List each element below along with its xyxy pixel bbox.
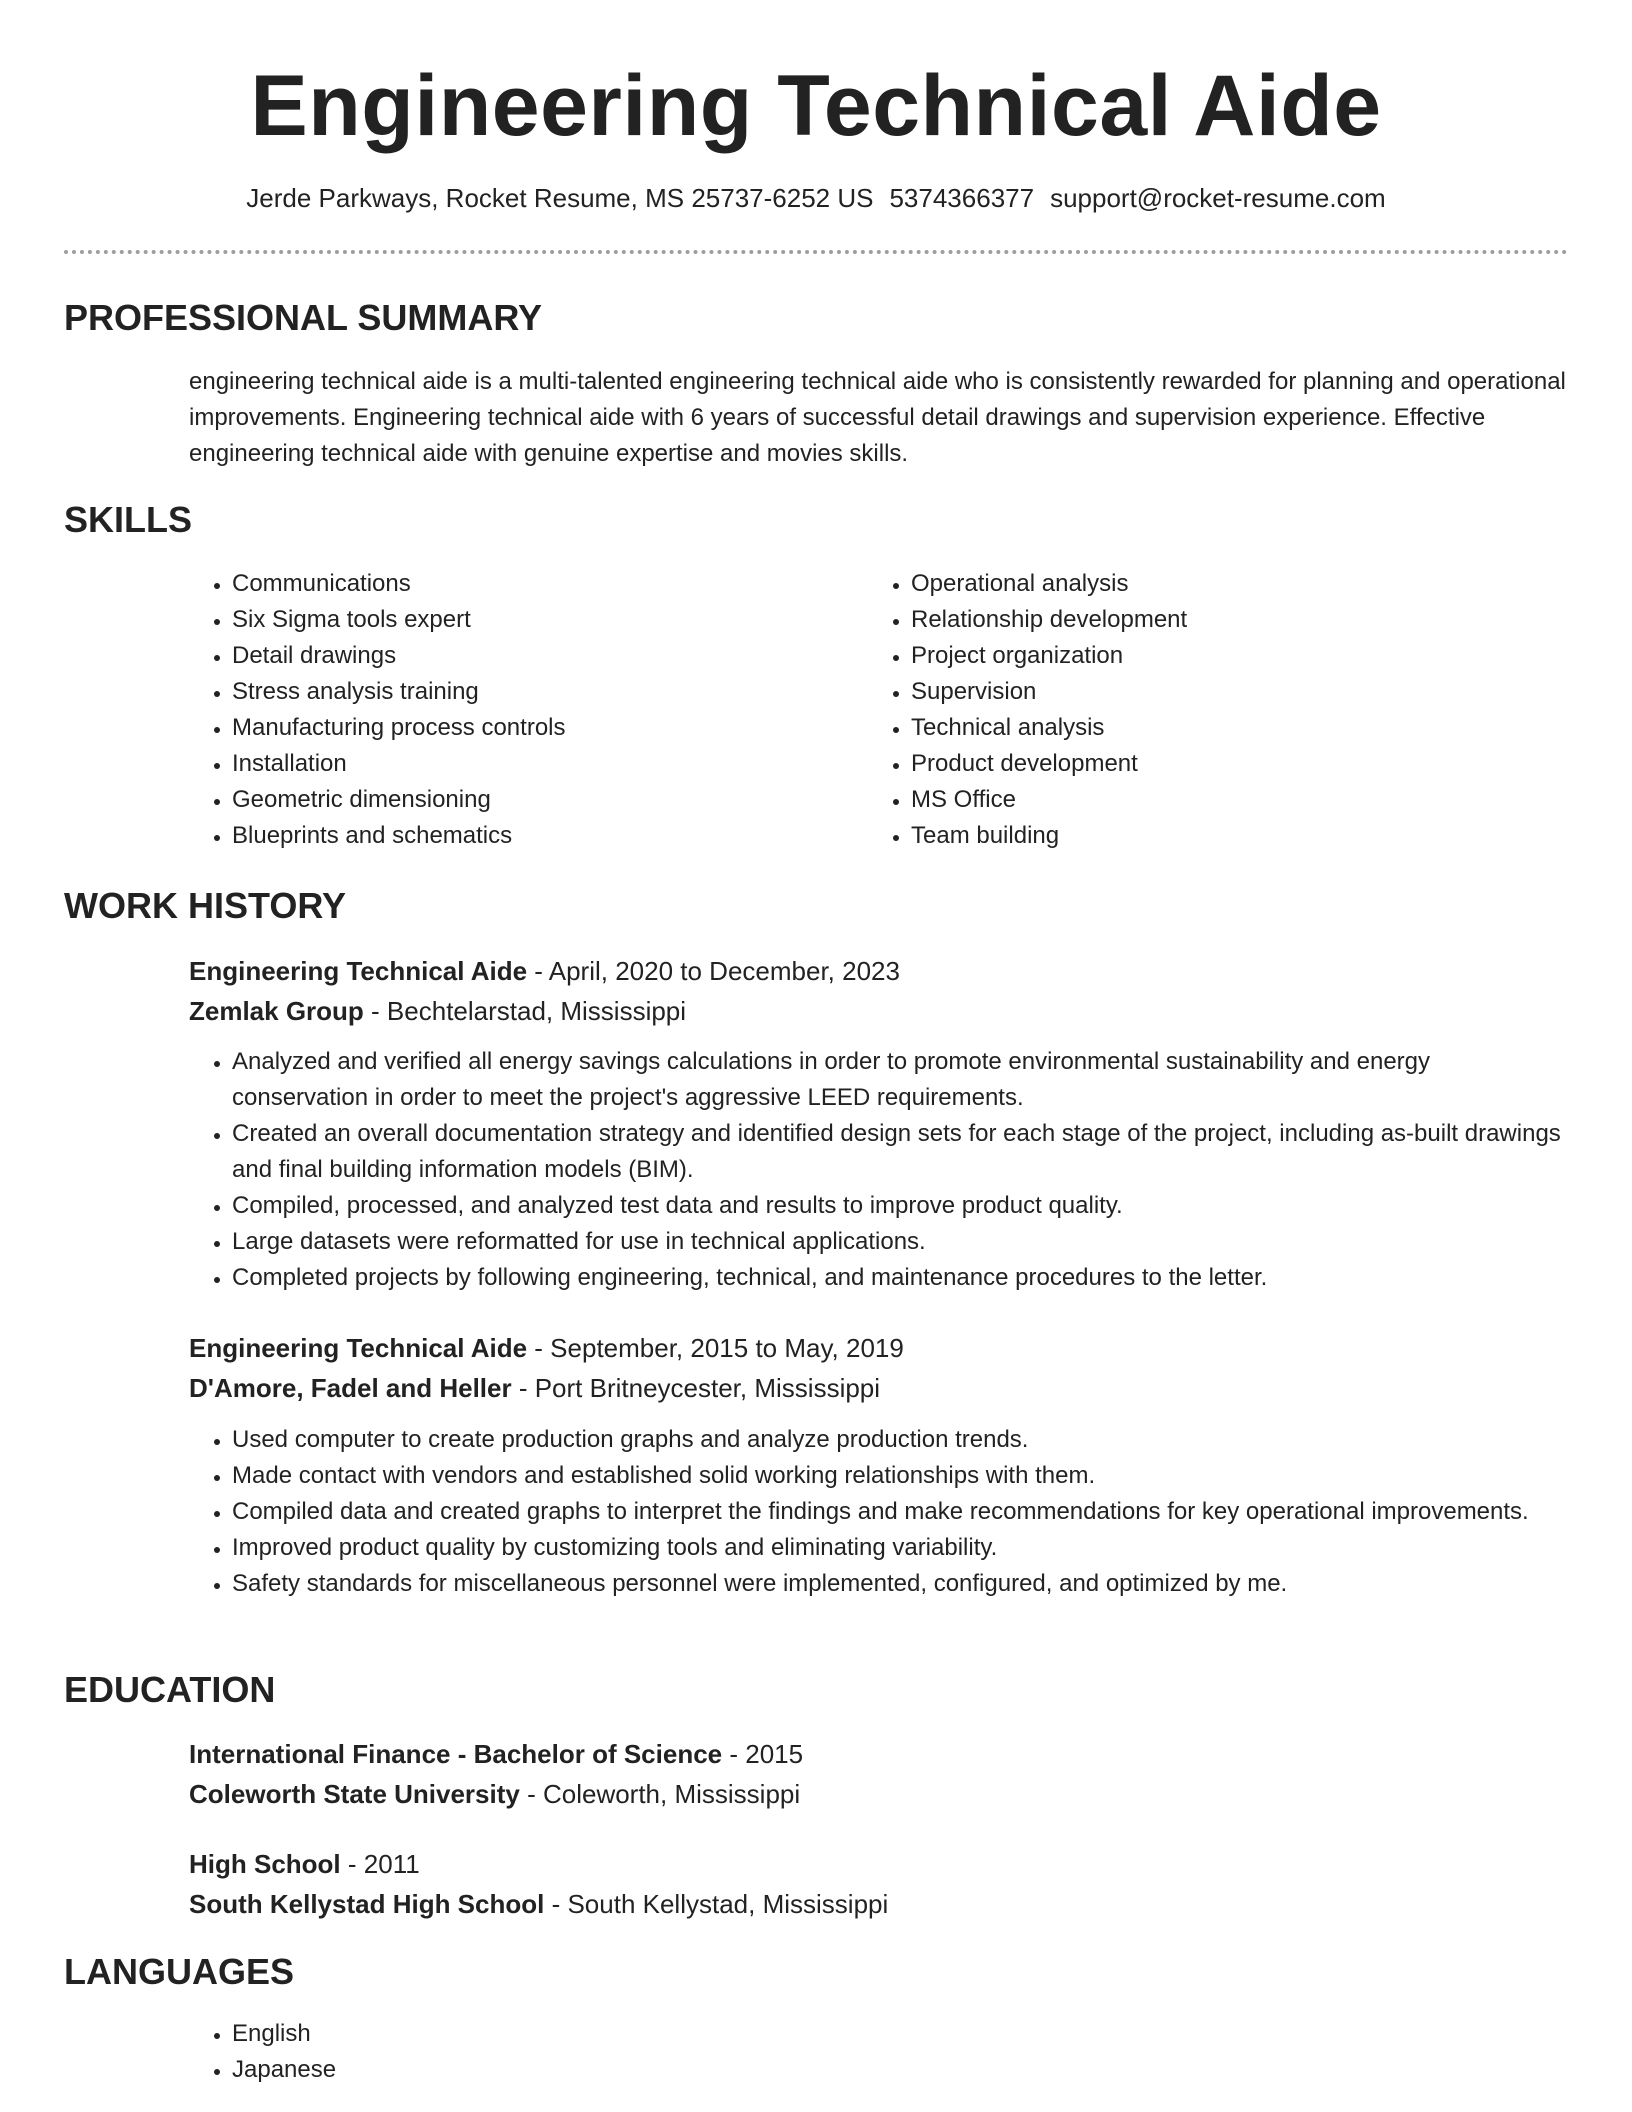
job-bullet: • Made contact with vendors and established solid working relationships with them.	[232, 1458, 1569, 1494]
job-role: Engineering Technical Aide	[189, 956, 528, 986]
language-item: • Japanese	[232, 2052, 1569, 2088]
education-year: - 2011	[340, 1849, 420, 1879]
job-bullet: • Safety standards for miscellaneous personnel were implemented, configured, and optimized by me.	[232, 1566, 1569, 1602]
summary-text: engineering technical aide is a multi-talented engineering technical aide who is consistently rewarded for planning and operational improvements. Engineering technical aide with 6 years of successful detail drawings and supervision experience. Effective engineering technical aide with genuine expertise and movies skills.	[189, 368, 1566, 467]
job-company: Zemlak Group	[189, 996, 364, 1026]
job-bullets	[189, 1044, 1569, 1296]
job-company-line	[189, 991, 1569, 1031]
education-degree-line	[189, 1844, 1569, 1884]
summary-title: PROFESSIONAL SUMMARY	[64, 297, 543, 338]
skill-item: • Supervision	[911, 674, 1488, 710]
skill-item: • Technical analysis	[911, 710, 1488, 746]
education-school: Coleworth State University	[189, 1779, 520, 1809]
education-school-line	[189, 1774, 1569, 1814]
job-entry	[189, 951, 1569, 1031]
job-dates: - April, 2020 to December, 2023	[527, 956, 900, 986]
skill-item: • Detail drawings	[232, 638, 809, 674]
skill-item: • Relationship development	[911, 602, 1488, 638]
skill-item: • Blueprints and schematics	[232, 818, 809, 854]
contact-email[interactable]: support@rocket-resume.com	[1050, 183, 1386, 213]
job-title-line	[189, 951, 1569, 991]
education-entry	[189, 1844, 1569, 1924]
job-location: - Port Britneycester, Mississippi	[511, 1373, 881, 1403]
job-company: D'Amore, Fadel and Heller	[189, 1373, 512, 1403]
job-bullet: • Compiled, processed, and analyzed test data and results to improve product quality.	[232, 1188, 1569, 1224]
job-bullet: • Large datasets were reformatted for use in technical applications.	[232, 1224, 1569, 1260]
job-bullets	[189, 1422, 1569, 1602]
job-bullet: • Created an overall documentation strategy and identified design sets for each stage of the project, including as-built drawings and final building information models (BIM).	[232, 1116, 1569, 1188]
contact-line	[0, 180, 1632, 216]
skills-left-column	[189, 566, 809, 854]
skill-item: • Product development	[911, 746, 1488, 782]
education-year: - 2015	[722, 1739, 804, 1769]
education-degree: High School	[189, 1849, 341, 1879]
skill-item: • Installation	[232, 746, 809, 782]
education-school: South Kellystad High School	[189, 1889, 545, 1919]
job-title-line	[189, 1328, 1569, 1368]
header-divider	[64, 250, 1568, 254]
work-history-title: WORK HISTORY	[64, 885, 347, 926]
skill-item: • Team building	[911, 818, 1488, 854]
skills-right-column	[868, 566, 1488, 854]
languages-title: LANGUAGES	[64, 1951, 295, 1992]
education-entry	[189, 1734, 1569, 1814]
education-degree: International Finance - Bachelor of Science	[189, 1739, 723, 1769]
resume-name: Engineering Technical Aide	[250, 58, 1382, 154]
contact-address: Jerde Parkways, Rocket Resume, MS 25737-6252 US	[246, 183, 874, 213]
job-bullet: • Compiled data and created graphs to interpret the findings and make recommendations for key operational improvements.	[232, 1494, 1569, 1530]
skill-item: • Manufacturing process controls	[232, 710, 809, 746]
contact-phone: 5374366377	[889, 183, 1035, 213]
job-entry	[189, 1328, 1569, 1408]
job-role: Engineering Technical Aide	[189, 1333, 528, 1363]
languages-list	[189, 2016, 1569, 2088]
skill-item: • Stress analysis training	[232, 674, 809, 710]
education-location: - Coleworth, Mississippi	[519, 1779, 801, 1809]
skill-item: • MS Office	[911, 782, 1488, 818]
skill-item: • Geometric dimensioning	[232, 782, 809, 818]
skills-title: SKILLS	[64, 499, 193, 540]
education-school-line	[189, 1884, 1569, 1924]
job-dates: - September, 2015 to May, 2019	[527, 1333, 904, 1363]
job-location: - Bechtelarstad, Mississippi	[363, 996, 687, 1026]
education-degree-line	[189, 1734, 1569, 1774]
skill-item: • Communications	[232, 566, 809, 602]
education-location: - South Kellystad, Mississippi	[544, 1889, 889, 1919]
language-item: • English	[232, 2016, 1569, 2052]
skill-item: • Six Sigma tools expert	[232, 602, 809, 638]
education-title: EDUCATION	[64, 1669, 276, 1710]
job-company-line	[189, 1368, 1569, 1408]
job-bullet: • Completed projects by following engineering, technical, and maintenance procedures to the letter.	[232, 1260, 1569, 1296]
skill-item: • Operational analysis	[911, 566, 1488, 602]
job-bullet: • Analyzed and verified all energy savings calculations in order to promote environmental sustainability and energy conservation in order to meet the project's aggressive LEED requirements.	[232, 1044, 1569, 1116]
skill-item: • Project organization	[911, 638, 1488, 674]
job-bullet: • Improved product quality by customizing tools and eliminating variability.	[232, 1530, 1569, 1566]
job-bullet: • Used computer to create production graphs and analyze production trends.	[232, 1422, 1569, 1458]
